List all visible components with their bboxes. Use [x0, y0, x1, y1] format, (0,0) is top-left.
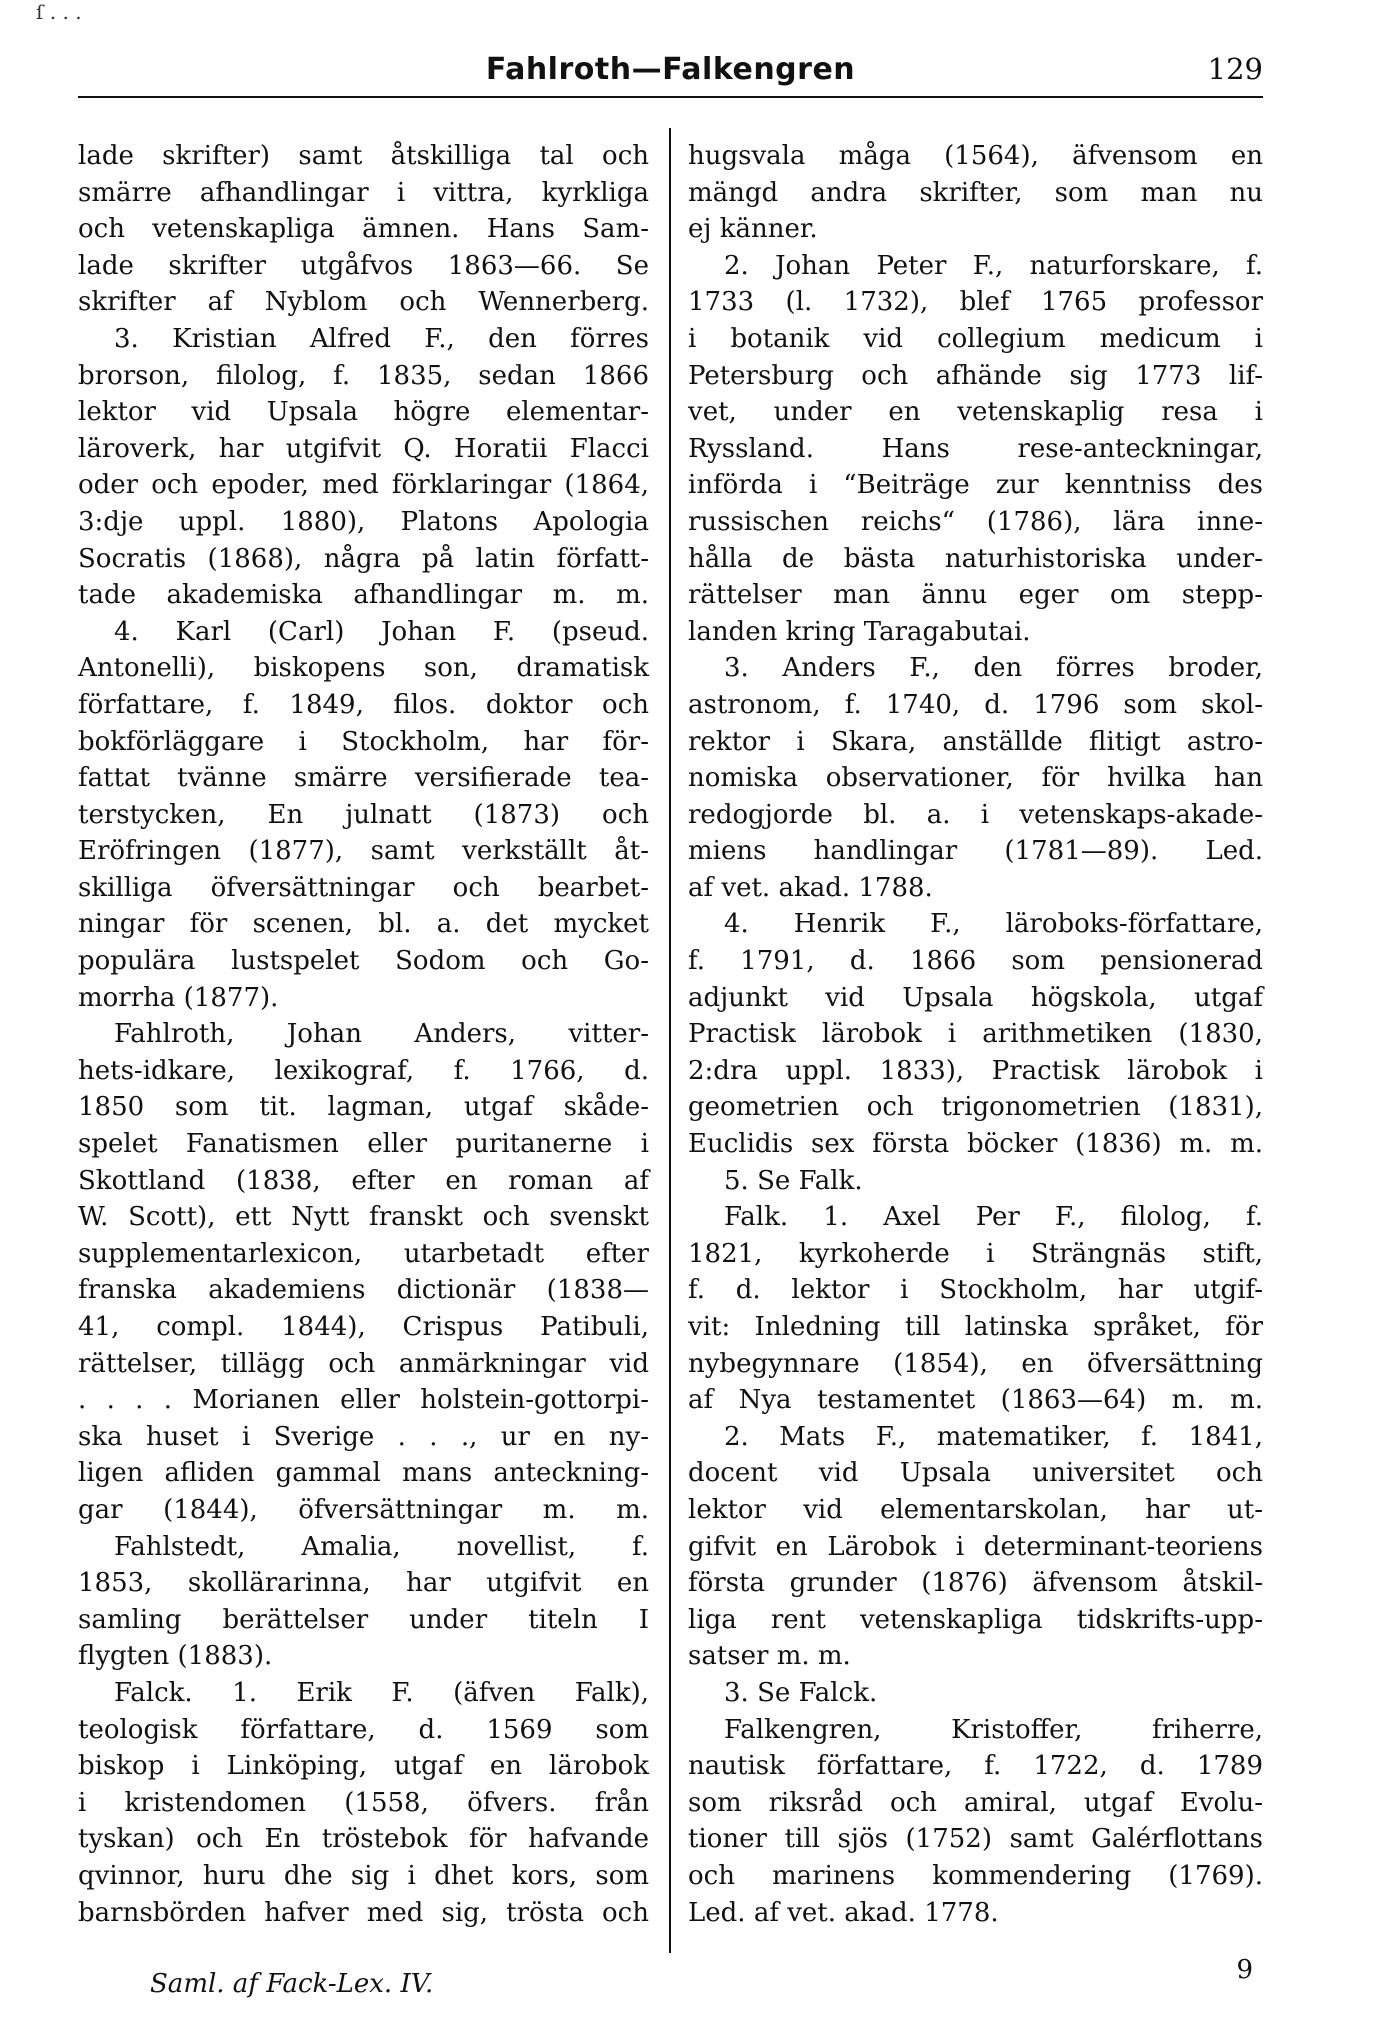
text-line: och vetenskapliga ämnen. Hans Sam- [78, 214, 649, 245]
text-line: 2. Mats F., matematiker, f. 1841, [724, 1421, 1263, 1452]
text-line: Ryssland. Hans rese-anteckningar, [688, 433, 1263, 464]
header-rule [78, 96, 1263, 98]
text-line: f. 1791, d. 1866 som pensionerad [688, 946, 1263, 977]
text-line: rättelser, tillägg och anmärkningar vid [78, 1348, 649, 1379]
text-line: 2:dra uppl. 1833), Practisk lärobok i [688, 1055, 1263, 1086]
text-line: oder och epoder, med förklaringar (1864, [78, 470, 649, 501]
text-line: barnsbörden hafver med sig, trösta och [78, 1897, 649, 1928]
text-line: . . . . Morianen eller holstein-gottorpi- [78, 1385, 649, 1416]
text-line: tioner till sjös (1752) samt Galérflottans [688, 1824, 1263, 1855]
page-header [78, 52, 1263, 102]
text-line: satser m. m. [688, 1641, 851, 1672]
entry-falkengren: Falkengren, Kristoffer, friherre, [724, 1714, 1263, 1745]
text-line: 3:dje uppl. 1880), Platons Apologia [78, 506, 649, 537]
text-line: som riksråd och amiral, utgaf Evolu- [688, 1787, 1263, 1818]
text-line: och marinens kommendering (1769). [688, 1860, 1263, 1891]
text-line: vit: Inledning till latinska språket, för [688, 1312, 1263, 1342]
text-line: samling berättelser under titeln I [78, 1604, 649, 1635]
right-column [688, 138, 1263, 1931]
text-line: redogjorde bl. a. i vetenskaps-akade- [688, 799, 1263, 830]
text-line: biskop i Linköping, utgaf en lärobok [78, 1751, 649, 1782]
text-line: rektor i Skara, anställde flitigt astro- [688, 726, 1263, 757]
text-line: ningar för scenen, bl. a. det mycket [78, 909, 649, 940]
text-line: nybegynnare (1854), en öfversättning [688, 1348, 1263, 1379]
text-line: astronom, f. 1740, d. 1796 som skol- [688, 689, 1263, 720]
text-line: gar (1844), öfversättningar m. m. [78, 1494, 649, 1525]
text-line: 41, compl. 1844), Crispus Patibuli, [78, 1312, 649, 1342]
text-line: ej känner. [688, 214, 818, 245]
text-line: 1850 som tit. lagman, utgaf skåde- [78, 1092, 649, 1123]
text-line: 3. Anders F., den förres broder, [724, 653, 1263, 684]
text-line: smärre afhandlingar i vittra, kyrkliga [78, 177, 649, 208]
text-line: hugsvala måga (1564), äfvensom en [688, 141, 1263, 171]
sheet-number: 9 [1236, 1955, 1253, 1985]
text-line: 1821, kyrkoherde i Strängnäs stift, [688, 1238, 1263, 1269]
text-line: 2. Johan Peter F., naturforskare, f. [724, 250, 1263, 281]
text-line: brorson, filolog, f. 1835, sedan 1866 [78, 360, 649, 391]
text-line: liga rent vetenskapliga tidskrifts-upp- [688, 1604, 1263, 1635]
text-line: läroverk, har utgifvit Q. Horatii Flacci [78, 433, 649, 464]
text-line: supplementarlexicon, utarbetadt efter [78, 1238, 649, 1269]
text-line: vet, under en vetenskaplig resa i [688, 397, 1263, 428]
text-line: tade akademiska afhandlingar m. m. [78, 580, 649, 611]
text-line: hålla de bästa naturhistoriska under- [688, 543, 1263, 574]
text-line: skrifter af Nyblom och Wennerberg. [78, 287, 649, 318]
text-line: Euclidis sex första böcker (1836) m. m. [688, 1129, 1263, 1160]
left-column [78, 138, 649, 1931]
text-line: i botanik vid collegium medicum i [688, 323, 1263, 354]
text-line: ligen afliden gammal mans anteckning- [78, 1458, 649, 1489]
text-line: Skottland (1838, efter en roman af [78, 1165, 649, 1196]
text-line: Antonelli), biskopens son, dramatisk [78, 653, 649, 684]
text-line: bokförläggare i Stockholm, har för- [78, 726, 649, 757]
text-line: första grunder (1876) äfvensom åtskil- [688, 1568, 1263, 1599]
text-line: terstycken, En julnatt (1873) och [78, 799, 649, 830]
text-line: fattat tvänne smärre versifierade tea- [78, 763, 649, 794]
text-line: 3. Kristian Alfred F., den förres [114, 323, 649, 354]
column-divider [669, 128, 671, 1953]
text-line: docent vid Upsala universitet och [688, 1458, 1263, 1489]
text-line: 3. Se Falck. [724, 1677, 878, 1708]
text-line: nomiska observationer, för hvilka han [688, 763, 1263, 794]
text-line: spelet Fanatismen eller puritanerne i [78, 1129, 649, 1160]
text-line: 1853, skollärarinna, har utgifvit en [78, 1568, 649, 1599]
text-line: författare, f. 1849, filos. doktor och [78, 689, 649, 720]
text-line: skilliga öfversättningar och bearbet- [78, 872, 649, 903]
text-line: tyskan) och En tröstebok för hafvande [78, 1824, 649, 1855]
text-line: nautisk författare, f. 1722, d. 1789 [688, 1751, 1263, 1782]
text-line: Led. af vet. akad. 1778. [688, 1897, 999, 1928]
text-line: rättelser man ännu eger om stepp- [688, 580, 1263, 611]
text-line: Eröfringen (1877), samt verkställt åt- [78, 836, 649, 867]
text-line: 4. Henrik F., läroboks-författare, [724, 909, 1263, 940]
entry-falk: Falk. 1. Axel Per F., filolog, f. [724, 1202, 1263, 1233]
text-line: lektor vid elementarskolan, har ut- [688, 1494, 1263, 1525]
text-line: Petersburg och afhände sig 1773 lif- [688, 360, 1263, 391]
running-head: Fahlroth—Falkengren [485, 52, 856, 87]
text-line: 1733 (l. 1732), blef 1765 professor [688, 287, 1263, 318]
text-line: teologisk författare, d. 1569 som [78, 1714, 649, 1745]
text-line: miens handlingar (1781—89). Led. [688, 836, 1263, 867]
text-line: gifvit en Lärobok i determinant-teoriens [688, 1531, 1263, 1562]
text-line: populära lustspelet Sodom och Go- [78, 946, 649, 977]
text-line: lektor vid Upsala högre elementar- [78, 397, 649, 428]
text-line: f. d. lektor i Stockholm, har utgif- [688, 1275, 1263, 1306]
text-line: mängd andra skrifter, som man nu [688, 177, 1263, 208]
text-line: af Nya testamentet (1863—64) m. m. [688, 1385, 1263, 1416]
text-line: af vet. akad. 1788. [688, 872, 933, 903]
text-line: franska akademiens dictionär (1838— [78, 1275, 649, 1306]
entry-falck: Falck. 1. Erik F. (äfven Falk), [114, 1677, 649, 1708]
signature-mark: Saml. af Fack-Lex. IV. [150, 1969, 434, 1999]
text-line: hets-idkare, lexikograf, f. 1766, d. [78, 1055, 649, 1086]
text-line: ska huset i Sverige . . ., ur en ny- [78, 1421, 649, 1452]
text-line: morrha (1877). [78, 982, 279, 1013]
text-line: landen kring Taragabutai. [688, 616, 1031, 647]
text-line: flygten (1883). [78, 1641, 273, 1672]
text-line: Socratis (1868), några på latin författ- [78, 543, 649, 574]
entry-fahlstedt: Fahlstedt, Amalia, novellist, f. [114, 1531, 649, 1562]
corner-mark: ſ . . . [36, 0, 82, 24]
page-number: 129 [1207, 52, 1263, 86]
text-line: 4. Karl (Carl) Johan F. (pseud. [114, 616, 649, 647]
text-line: i kristendomen (1558, öfvers. från [78, 1787, 649, 1818]
text-line: russischen reichs“ (1786), lära inne- [688, 506, 1263, 537]
text-line: geometrien och trigonometrien (1831), [688, 1092, 1263, 1123]
text-line: Practisk lärobok i arithmetiken (1830, [688, 1019, 1263, 1050]
text-line: införda i “Beiträge zur kenntniss des [688, 470, 1263, 501]
entry-fahlroth: Fahlroth, Johan Anders, vitter- [114, 1019, 649, 1050]
page-footer [78, 1955, 1263, 2003]
text-line: lade skrifter utgåfvos 1863—66. Se [78, 250, 649, 281]
text-line: 5. Se Falk. [724, 1165, 863, 1196]
text-line: qvinnor, huru dhe sig i dhet kors, som [78, 1860, 649, 1891]
text-line: lade skrifter) samt åtskilliga tal och [78, 141, 649, 171]
text-line: adjunkt vid Upsala högskola, utgaf [688, 982, 1263, 1013]
text-line: W. Scott), ett Nytt franskt och svenskt [78, 1202, 649, 1233]
